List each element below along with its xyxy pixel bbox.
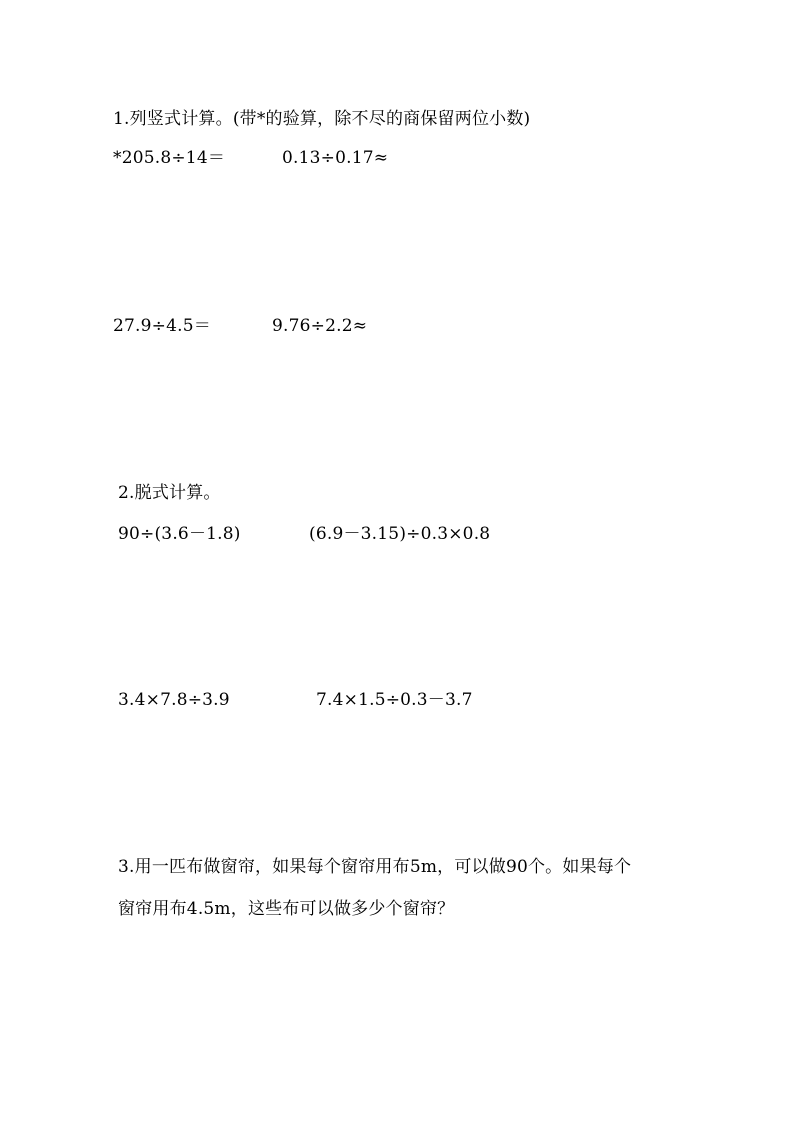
section3-question-line2: 窗帘用布4.5m，这些布可以做多少个窗帘？ xyxy=(118,899,455,919)
problem-1a: *205.8÷14＝ xyxy=(113,148,226,168)
problem-2b: (6.9－3.15)÷0.3×0.8 xyxy=(309,524,491,544)
problem-2d: 7.4×1.5÷0.3－3.7 xyxy=(316,690,473,710)
section1-heading: 1.列竖式计算。(带*的验算，除不尽的商保留两位小数) xyxy=(113,109,531,129)
section3-question-line1: 3.用一匹布做窗帘，如果每个窗帘用布5m，可以做90个。如果每个 xyxy=(118,857,632,877)
section2-heading: 2.脱式计算。 xyxy=(118,483,221,503)
problem-2a: 90÷(3.6－1.8) xyxy=(118,524,241,544)
problem-1d: 9.76÷2.2≈ xyxy=(272,316,368,336)
problem-2c: 3.4×7.8÷3.9 xyxy=(118,690,230,710)
problem-1b: 0.13÷0.17≈ xyxy=(282,148,389,168)
problem-1c: 27.9÷4.5＝ xyxy=(113,316,211,336)
